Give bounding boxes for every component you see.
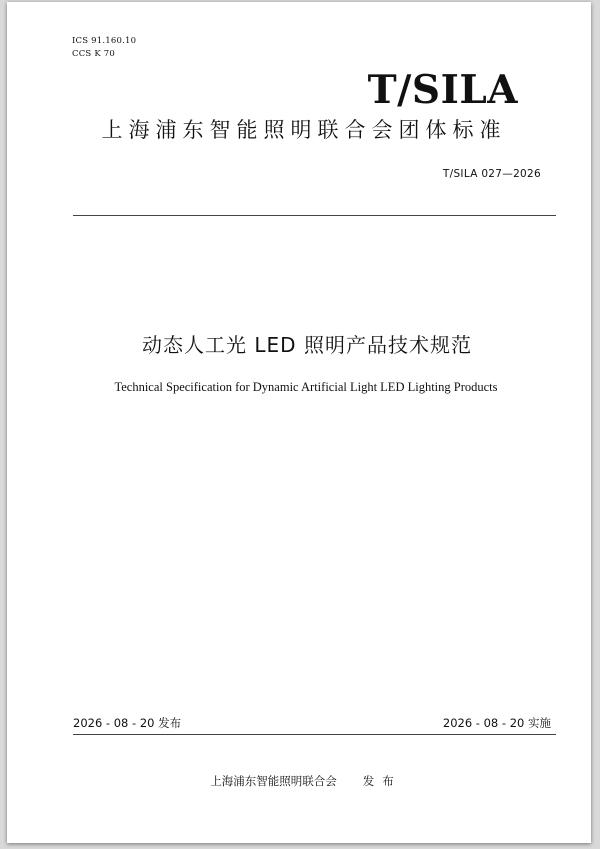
standard-mark: T/SILA [367,67,518,113]
document-title-zh: 动态人工光 LED 照明产品技术规范 [142,333,472,357]
document-title-en: Technical Specification for Dynamic Artificial Light LED Lighting Products [114,380,498,394]
issuer-action: 发布 [362,774,402,788]
standard-number: T/SILA 027—2026 [442,168,541,180]
ics-code: ICS 91.160.10 [72,36,137,46]
bottom-divider [73,734,556,735]
issuer-line [7,773,591,789]
ccs-code: CCS K 70 [72,49,116,59]
classification-codes [72,35,136,61]
implementation-date: 2026 - 08 - 20 实施 [442,716,551,730]
organization-title: 上海浦东智能照明联合会团体标准 [101,118,507,142]
publish-date: 2026 - 08 - 20 发布 [73,716,182,730]
top-divider [73,215,556,216]
document-page [7,2,591,843]
issuer-name: 上海浦东智能照明联合会 [210,774,337,788]
